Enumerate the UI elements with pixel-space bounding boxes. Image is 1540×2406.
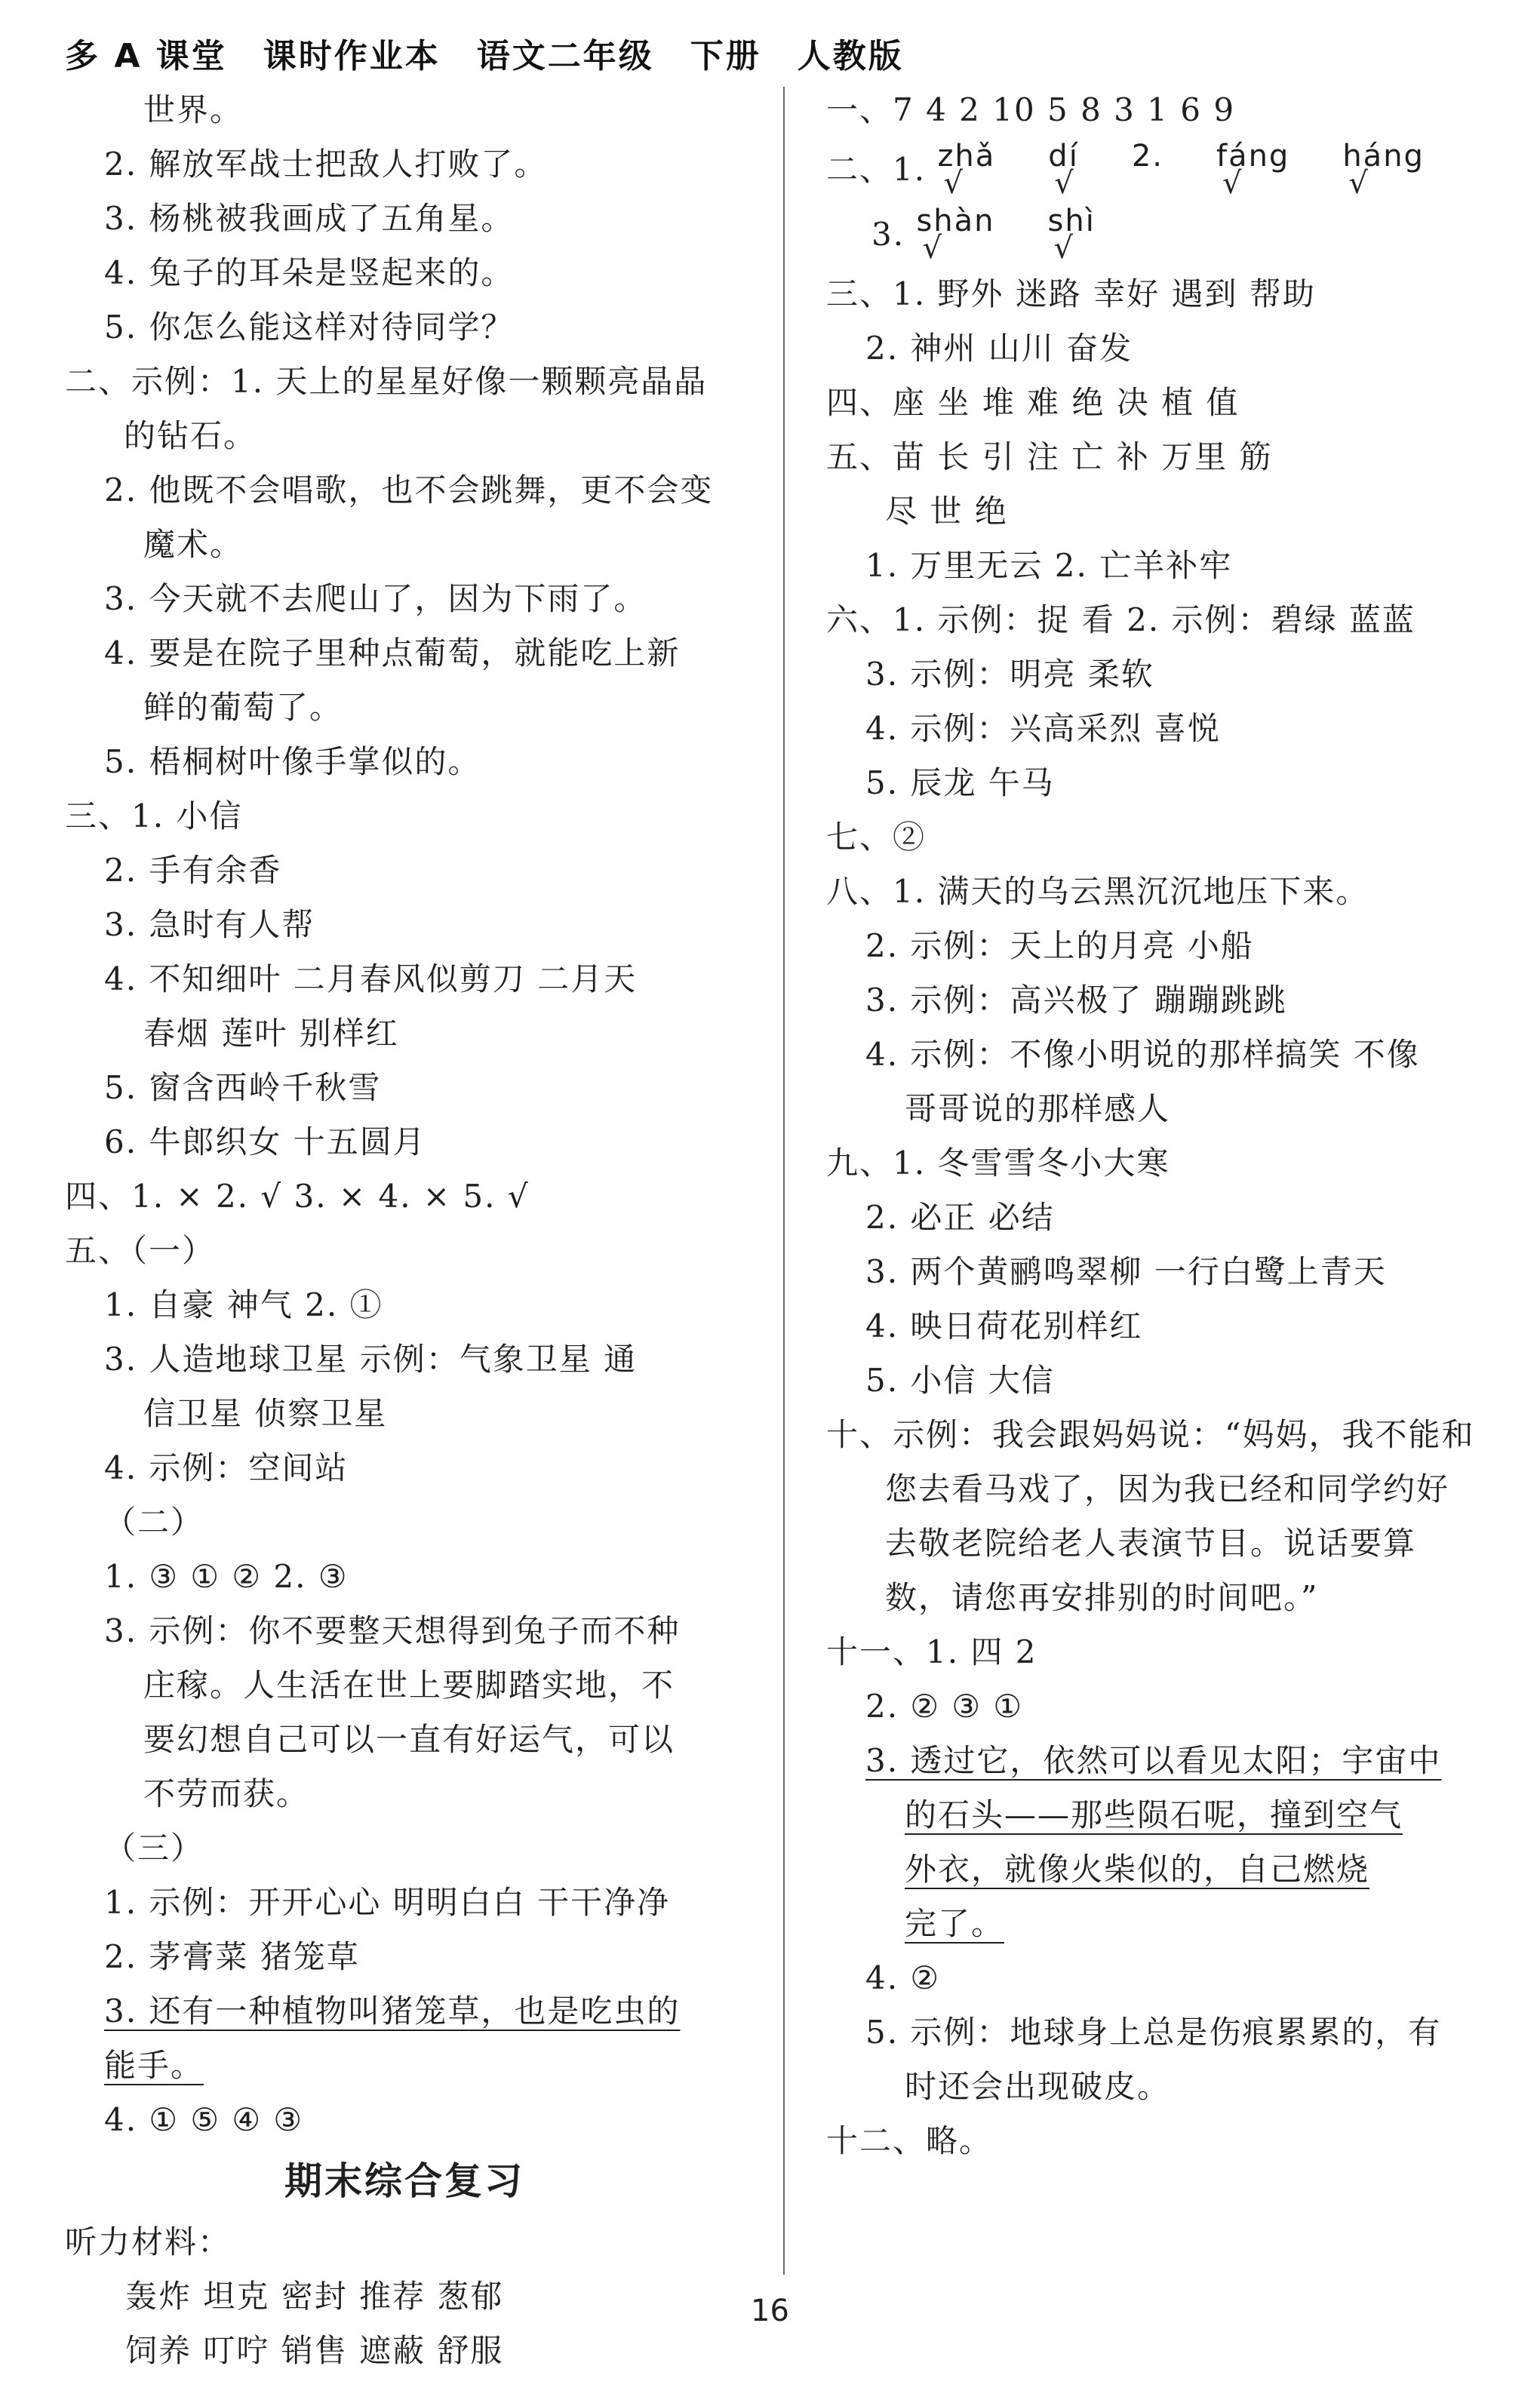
answer-line: 2. 他既不会唱歌，也不会跳舞，更不会变 (104, 472, 714, 509)
answer-line: 去敬老院给老人表演节目。说话要算 (885, 1525, 1417, 1562)
answer-line: 要幻想自己可以一直有好运气，可以 (143, 1721, 675, 1758)
answer-line: 尽 世 绝 (885, 493, 1008, 530)
answer-line: 5. 你怎么能这样对待同学？ (104, 309, 515, 346)
answer-line: 5. 梧桐树叶像手掌似的。 (104, 743, 481, 780)
answer-line: 时还会出现破皮。 (905, 2068, 1171, 2105)
pinyin-text: zhǎ (937, 139, 996, 174)
pinyin-syllable (937, 137, 996, 201)
answer-line: 信卫星 侦察卫星 (143, 1395, 388, 1432)
pinyin-row-2 (826, 202, 1509, 267)
answer-line: 3. 还有一种植物叫猪笼草，也是吃虫的 (104, 1993, 681, 2030)
answer-line: 6. 牛郎织女 十五圆月 (104, 1123, 426, 1160)
answer-line: 3. 急时有人帮 (104, 906, 315, 943)
answer-line: 4. 兔子的耳朵是竖起来的。 (104, 254, 515, 291)
answer-line: 4. 要是在院子里种点葡萄，就能吃上新 (104, 635, 681, 671)
pinyin-text: dí (1048, 139, 1079, 174)
pinyin-syllable (916, 202, 995, 266)
answer-line: 2. 神州 山川 奋发 (865, 330, 1133, 367)
answer-line: 数，请您再安排别的时间吧。” (885, 1579, 1319, 1616)
answer-line: 魔术。 (143, 526, 244, 563)
answer-line: 1. 示例：开开心心 明明白白 干干净净 (104, 1884, 671, 1921)
answer-line: 4. 示例：不像小明说的那样搞笑 不像 (865, 1036, 1420, 1073)
answer-line: 4. 示例：空间站 (104, 1449, 349, 1486)
answer-line: 1. 自豪 神气 2. ① (104, 1286, 383, 1323)
pinyin-syllable (1132, 137, 1163, 175)
answer-line: 三、1. 野外 迷路 幸好 遇到 帮助 (826, 275, 1316, 312)
right-answer-lines (826, 267, 1509, 2168)
check-mark-icon: √ (1348, 166, 1369, 201)
answer-line: 庄稼。人生活在世上要脚踏实地，不 (143, 1667, 675, 1704)
pinyin-syllable (1048, 137, 1079, 201)
pinyin-text: shàn (916, 204, 995, 238)
pinyin-row-1-prefix: 二、1. (826, 151, 927, 188)
answer-line: 六、1. 示例：捉 看 2. 示例：碧绿 蓝蓝 (826, 601, 1416, 638)
answer-line: 三、1. 小信 (65, 797, 243, 834)
pinyin-syllable (1216, 137, 1290, 201)
section-title: 期末综合复习 (284, 2159, 524, 2203)
check-mark-icon: √ (1053, 231, 1074, 266)
answer-line: 5. 窗含西岭千秋雪 (104, 1069, 382, 1106)
answer-line: 五、苗 长 引 注 亡 补 万里 筋 (826, 438, 1273, 475)
pinyin-text: 2. (1131, 139, 1163, 174)
pinyin-text: fáng (1216, 139, 1290, 174)
header-item: 下册 (690, 37, 761, 75)
answer-line: 3. 透过它，依然可以看见太阳；宇宙中 (865, 1742, 1442, 1779)
answer-line: 3. 人造地球卫星 示例：气象卫星 通 (104, 1341, 638, 1378)
answer-line: 十、示例：我会跟妈妈说：“妈妈，我不能和 (826, 1416, 1475, 1453)
check-mark-icon: √ (1222, 166, 1243, 201)
answer-line: 一、7 4 2 10 5 8 3 1 6 9 (826, 91, 1236, 128)
page-header (65, 29, 940, 77)
answer-line: 4. ② (865, 1959, 941, 1996)
right-column (826, 83, 1509, 2168)
answer-line: 3. 示例：你不要整天想得到兔子而不种 (104, 1612, 681, 1649)
answer-line: 2. ② ③ ① (865, 1688, 1024, 1725)
left-answer-lines (65, 83, 744, 2147)
listening-label: 听力材料： (65, 2223, 232, 2260)
answer-line: 四、座 坐 堆 难 绝 决 植 值 (826, 384, 1240, 421)
pinyin-text: háng (1342, 139, 1425, 174)
column-divider (783, 87, 785, 2275)
answer-line: 4. 映日荷花别样红 (865, 1307, 1143, 1344)
answer-line: 3. 杨桃被我画成了五角星。 (104, 200, 515, 237)
answer-line: 2. 解放军战士把敌人打败了。 (104, 146, 548, 183)
pinyin-syllable (1047, 202, 1096, 266)
pinyin-row-2-prefix: 3. (871, 216, 905, 253)
check-mark-icon: √ (943, 166, 964, 201)
answer-line: 鲜的葡萄了。 (143, 689, 343, 726)
answer-line: 八、1. 满天的乌云黑沉沉地压下来。 (826, 873, 1369, 910)
answer-line: 5. 小信 大信 (865, 1362, 1055, 1399)
answer-line: 4. 不知细叶 二月春风似剪刀 二月天 (104, 960, 638, 997)
answer-line: 不劳而获。 (143, 1775, 310, 1812)
left-column (65, 83, 744, 2378)
pinyin-syllable (1342, 137, 1425, 201)
header-item: 语文二年级 (476, 37, 654, 75)
answer-line: 七、② (826, 819, 927, 856)
answer-line: 的石头——那些陨石呢，撞到空气 (905, 1796, 1403, 1833)
header-item: 人教版 (797, 37, 904, 75)
answer-line: 哥哥说的那样感人 (905, 1090, 1171, 1127)
pinyin-group (916, 204, 1148, 266)
answer-line: 2. 示例：天上的月亮 小船 (865, 927, 1254, 964)
listening-words-row-2: 饲养 叮咛 销售 遮蔽 舒服 (125, 2332, 504, 2369)
answer-line: 您去看马戏了，因为我已经和同学约好 (885, 1470, 1450, 1507)
pinyin-group (937, 139, 1477, 201)
page-number: 16 (751, 2294, 789, 2328)
answer-line: 十二、略。 (826, 2122, 993, 2159)
answer-line: 2. 手有余香 (104, 852, 282, 889)
answer-line: 5. 示例：地球身上总是伤痕累累的，有 (865, 2014, 1442, 2051)
answer-line: 3. 今天就不去爬山了，因为下雨了。 (104, 580, 647, 617)
answer-line: 九、1. 冬雪雪冬小大寒 (826, 1145, 1170, 1181)
answer-line: （三） (104, 1830, 204, 1867)
answer-line: 5. 辰龙 午马 (865, 764, 1055, 801)
answer-line: 完了。 (905, 1905, 1005, 1942)
answer-line: 1. ③ ① ② 2. ③ (104, 1558, 349, 1595)
answer-line: 五、（一） (65, 1232, 216, 1269)
answer-line: 2. 必正 必结 (865, 1199, 1055, 1236)
answer-line: 4. 示例：兴高采烈 喜悦 (865, 710, 1221, 747)
answer-line: 十一、1. 四 2 (826, 1633, 1037, 1670)
answer-line: 3. 两个黄鹂鸣翠柳 一行白鹭上青天 (865, 1253, 1387, 1290)
pinyin-text: shì (1047, 204, 1096, 238)
listening-words-row-1: 轰炸 坦克 密封 推荐 葱郁 (125, 2278, 504, 2315)
answer-line: 二、示例：1. 天上的星星好像一颗颗亮晶晶 (65, 363, 708, 400)
answer-line: 1. 万里无云 2. 亡羊补牢 (865, 547, 1233, 584)
answer-line: 能手。 (104, 2047, 204, 2084)
answer-line: 3. 示例：高兴极了 蹦蹦跳跳 (865, 982, 1287, 1019)
header-item: 课时作业本 (263, 37, 441, 75)
answer-line: 外衣，就像火柴似的，自己燃烧 (905, 1851, 1370, 1888)
check-mark-icon: √ (1054, 166, 1075, 201)
answer-line: 3. 示例：明亮 柔软 (865, 656, 1154, 693)
answer-line: 的钻石。 (124, 417, 257, 454)
answer-line: 2. 茅膏菜 猪笼草 (104, 1938, 360, 1975)
answer-line: 世界。 (143, 91, 244, 128)
answer-line: 4. ① ⑤ ④ ③ (104, 2101, 304, 2138)
pinyin-row-1 (826, 137, 1509, 202)
answer-line: 春烟 莲叶 别样红 (143, 1015, 399, 1052)
answer-line: （二） (104, 1504, 204, 1541)
answer-line: 四、1. × 2. √ 3. × 4. × 5. √ (65, 1178, 530, 1215)
check-mark-icon: √ (922, 231, 943, 266)
header-item: 多 A 课堂 (65, 37, 227, 75)
